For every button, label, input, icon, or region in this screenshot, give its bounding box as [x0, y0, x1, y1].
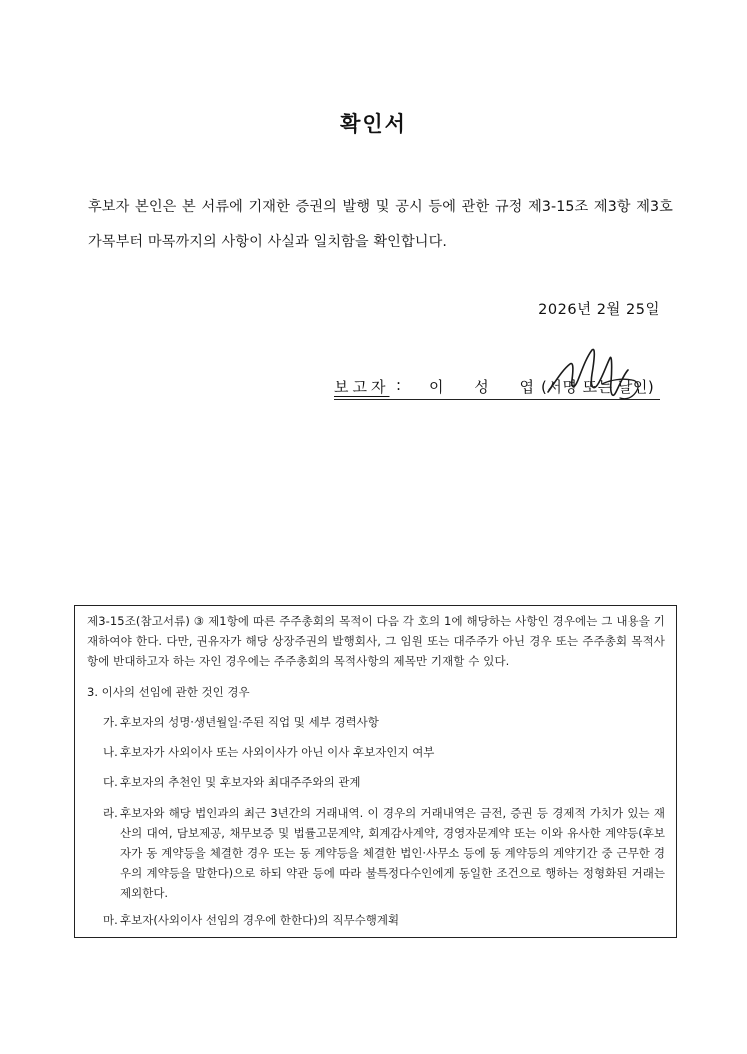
handwritten-signature — [540, 340, 660, 410]
document-title: 확인서 — [340, 112, 407, 136]
regulation-reference-box — [74, 605, 677, 938]
item-text: 후보자가 사외이사 또는 사외이사가 아닌 이사 후보자인지 여부 — [120, 745, 435, 759]
regulation-item — [103, 803, 665, 903]
item-marker: 다. — [103, 775, 118, 789]
signing-date: 2026년 2월 25일 — [538, 302, 660, 318]
confirmation-statement: 후보자 본인은 본 서류에 기재한 증권의 발행 및 공시 등에 관한 규정 제3-15조 제3항 제3호 가목부터 마목까지의 사항이 사실과 일치함을 확인합니다. — [88, 199, 673, 250]
regulation-item — [103, 712, 665, 732]
reporter-label: 보고자 — [334, 378, 390, 396]
regulation-item — [103, 772, 665, 792]
item-text: 후보자와 해당 법인과의 최근 3년간의 거래내역. 이 경우의 거래내역은 금전, 증권 등 경제적 가치가 있는 재산의 대여, 담보제공, 채무보증 및 법률고문계약, 회계감사계약, 경영자문계약 또는 이와 유사한 계약등(후보자가 동 계약등을 체결한 경우 또는 동 계약등을 체결한 법인·사무소 등에 동 계약등의 계약기간 중 근무한 경우의 계약등을 말한다)으로 하되 약관 등에 따라 불특정다수인에게 동일한 조건으로 행하는 정형화된 거래는 제외한다. — [120, 806, 665, 900]
regulation-intro: 제3-15조(참고서류) ③ 제1항에 따른 주주총회의 목적이 다음 각 호의 1에 해당하는 사항인 경우에는 그 내용을 기재하여야 한다. 다만, 권유자가 해당 상장주권의 발행회사, 그 임원 또는 대주주가 아닌 경우 또는 주주총회 목적사항에 반대하고자 하는 자인 경우에는 주주총회의 목적사항의 제목만 기재할 수 있다. — [87, 614, 665, 668]
regulation-item — [103, 910, 665, 930]
item-text: 후보자의 성명·생년월일·주된 직업 및 세부 경력사항 — [120, 715, 379, 729]
item-marker: 라. — [103, 806, 118, 820]
item-text: 후보자의 추천인 및 후보자와 최대주주와의 관계 — [120, 775, 361, 789]
item-text: 후보자(사외이사 선임의 경우에 한한다)의 직무수행계획 — [120, 913, 400, 927]
regulation-heading: 3. 이사의 선임에 관한 것인 경우 — [87, 685, 250, 699]
signature-or-seal-note: (서명 또는 날인) — [541, 378, 655, 396]
reporter-colon: : — [396, 376, 402, 394]
regulation-item — [103, 742, 665, 762]
item-marker: 나. — [103, 745, 118, 759]
item-marker: 마. — [103, 913, 118, 927]
item-marker: 가. — [103, 715, 118, 729]
reporter-name: 이 성 엽 — [429, 378, 548, 396]
